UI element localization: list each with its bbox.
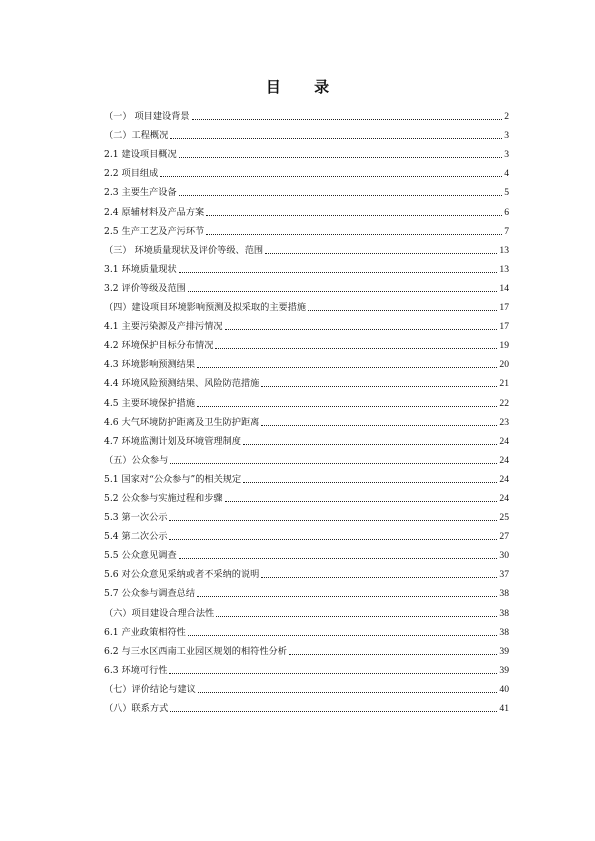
- toc-entry-label: 2.1 建设项目概况: [104, 149, 177, 161]
- toc-entry[interactable]: [104, 658, 509, 677]
- toc-entry[interactable]: [104, 314, 509, 333]
- toc-entry-label: （三） 环境质量现状及评价等级、范围: [104, 244, 264, 256]
- toc-dot-leader: [197, 595, 497, 597]
- toc-entry-page-number: 39: [499, 645, 509, 657]
- toc-entry[interactable]: [104, 276, 509, 295]
- toc-dot-leader: [188, 290, 498, 292]
- toc-entry-page-number: 24: [499, 492, 509, 504]
- toc-entry[interactable]: [104, 562, 509, 581]
- toc-entry-label: 3.1 环境质量现状: [104, 263, 177, 275]
- toc-entry[interactable]: [104, 543, 509, 562]
- toc-entry-label: （五）公众参与: [104, 454, 169, 466]
- toc-entry-label: （八）联系方式: [104, 703, 169, 714]
- toc-dot-leader: [289, 653, 498, 655]
- toc-entry[interactable]: [104, 390, 509, 409]
- toc-entry[interactable]: [104, 410, 509, 429]
- toc-entry[interactable]: [104, 696, 509, 715]
- toc-dot-leader: [170, 137, 502, 139]
- toc-dot-leader: [261, 576, 497, 578]
- toc-entry-page-number: 3: [504, 130, 509, 142]
- toc-entry-label: 2.3 主要生产设备: [104, 187, 177, 199]
- toc-entry[interactable]: [104, 333, 509, 352]
- toc-entry-label: 2.2 项目组成: [104, 168, 159, 180]
- toc-dot-leader: [265, 252, 497, 254]
- toc-dot-leader: [160, 175, 502, 177]
- toc-entry[interactable]: [104, 429, 509, 448]
- toc-entry-label: 3.2 评价等级及范围: [104, 282, 186, 294]
- toc-entry-page-number: 38: [499, 607, 509, 619]
- toc-entry-page-number: 40: [499, 683, 509, 695]
- toc-entry-label: （一） 项目建设背景: [104, 111, 190, 123]
- toc-entry-label: 5.7 公众参与调查总结: [104, 588, 196, 600]
- toc-entry-page-number: 39: [499, 664, 509, 676]
- toc-entry-label: 4.1 主要污染源及产排污情况: [104, 321, 223, 333]
- toc-entry[interactable]: [104, 295, 509, 314]
- toc-entry[interactable]: [104, 467, 509, 486]
- toc-entry-label: 4.5 主要环境保护措施: [104, 397, 196, 409]
- toc-entry-page-number: 24: [499, 473, 509, 485]
- toc-entry-label: 5.6 对公众意见采纳或者不采纳的说明: [104, 569, 260, 581]
- toc-entry-label: （七）评价结论与建议: [104, 683, 196, 695]
- toc-entry[interactable]: [104, 620, 509, 639]
- toc-entry-page-number: 23: [499, 416, 509, 428]
- toc-entry-label: （二）工程概况: [104, 130, 169, 142]
- toc-entry-page-number: 24: [499, 435, 509, 447]
- toc-dot-leader: [169, 672, 497, 674]
- toc-entry-page-number: 38: [499, 588, 509, 600]
- toc-entry[interactable]: [104, 257, 509, 276]
- toc-entry-page-number: 14: [499, 282, 509, 294]
- toc-dot-leader: [179, 194, 503, 196]
- toc-entry-label: 6.2 与三水区西南工业园区规划的相符性分析: [104, 645, 287, 657]
- toc-entry-page-number: 17: [499, 302, 509, 314]
- toc-entry[interactable]: [104, 123, 509, 142]
- toc-entry-page-number: 13: [499, 263, 509, 275]
- toc-entry[interactable]: [104, 448, 509, 467]
- toc-entry-label: 5.1 国家对“公众参与”的相关规定: [104, 473, 242, 485]
- toc-entry-page-number: 21: [499, 378, 509, 390]
- toc-entry-page-number: 3: [504, 149, 509, 161]
- toc-entry-page-number: 5: [504, 187, 509, 199]
- toc-dot-leader: [308, 309, 497, 311]
- toc-entry-page-number: 38: [499, 626, 509, 638]
- toc-entry-label: 4.4 环境风险预测结果、风险防范措施: [104, 378, 260, 390]
- toc-entry-page-number: 6: [504, 206, 509, 218]
- toc-entry-label: （四）建设项目环境影响预测及拟采取的主要措施: [104, 302, 307, 314]
- toc-entry-label: 4.3 环境影响预测结果: [104, 359, 196, 371]
- toc-entry[interactable]: [104, 180, 509, 199]
- toc-entry[interactable]: [104, 581, 509, 600]
- toc-entry[interactable]: [104, 505, 509, 524]
- toc-entry-label: 5.2 公众参与实施过程和步骤: [104, 492, 223, 504]
- toc-entry-page-number: 30: [499, 550, 509, 562]
- toc-dot-leader: [206, 233, 502, 235]
- toc-dot-leader: [179, 271, 498, 273]
- toc-entry-label: 6.1 产业政策相符性: [104, 626, 186, 638]
- toc-dot-leader: [197, 405, 497, 407]
- toc-entry-page-number: 41: [499, 703, 509, 714]
- toc-entry[interactable]: [104, 104, 509, 123]
- toc-entry-page-number: 25: [499, 512, 509, 524]
- toc-entry-label: 4.6 大气环境防护距离及卫生防护距离: [104, 416, 260, 428]
- toc-dot-leader: [197, 366, 497, 368]
- toc-entry-page-number: 4: [504, 168, 509, 180]
- toc-dot-leader: [261, 385, 497, 387]
- toc-entry[interactable]: [104, 238, 509, 257]
- toc-entry[interactable]: [104, 219, 509, 238]
- toc-entry[interactable]: [104, 161, 509, 180]
- toc-dot-leader: [169, 538, 497, 540]
- toc-entry[interactable]: [104, 600, 509, 619]
- toc-entry[interactable]: [104, 524, 509, 543]
- toc-entry-label: 2.4 原辅材料及产品方案: [104, 206, 205, 218]
- toc-entry-page-number: 2: [504, 111, 509, 123]
- toc-list: [104, 104, 509, 715]
- toc-entry-label: 4.7 环境监测计划及环境管理制度: [104, 435, 241, 447]
- toc-dot-leader: [216, 615, 497, 617]
- toc-entry[interactable]: [104, 677, 509, 696]
- toc-entry[interactable]: [104, 352, 509, 371]
- toc-dot-leader: [188, 634, 498, 636]
- toc-dot-leader: [170, 462, 497, 464]
- toc-entry-page-number: 7: [504, 225, 509, 237]
- toc-entry-label: 5.5 公众意见调查: [104, 550, 177, 562]
- toc-dot-leader: [170, 710, 497, 712]
- toc-dot-leader: [192, 118, 503, 120]
- toc-entry-page-number: 19: [499, 340, 509, 352]
- toc-entry-label: 4.2 环境保护目标分布情况: [104, 340, 214, 352]
- toc-dot-leader: [215, 347, 497, 349]
- toc-entry-page-number: 17: [499, 321, 509, 333]
- toc-dot-leader: [169, 519, 497, 521]
- toc-entry-page-number: 13: [499, 244, 509, 256]
- toc-dot-leader: [198, 691, 498, 693]
- toc-entry-label: 2.5 生产工艺及产污环节: [104, 225, 205, 237]
- toc-dot-leader: [206, 214, 502, 216]
- toc-entry-label: 5.4 第二次公示: [104, 531, 168, 543]
- toc-entry[interactable]: [104, 371, 509, 390]
- toc-dot-leader: [261, 424, 497, 426]
- toc-entry-page-number: 37: [499, 569, 509, 581]
- toc-entry-label: 5.3 第一次公示: [104, 512, 168, 524]
- toc-entry[interactable]: [104, 639, 509, 658]
- toc-dot-leader: [243, 443, 497, 445]
- toc-entry[interactable]: [104, 486, 509, 505]
- toc-dot-leader: [225, 500, 498, 502]
- toc-dot-leader: [243, 481, 497, 483]
- toc-dot-leader: [179, 557, 498, 559]
- toc-entry-page-number: 24: [499, 454, 509, 466]
- toc-title: 目 录: [265, 78, 344, 96]
- toc-entry-label: （六）项目建设合理合法性: [104, 607, 215, 619]
- toc-entry-page-number: 20: [499, 359, 509, 371]
- toc-dot-leader: [225, 328, 498, 330]
- toc-entry-page-number: 27: [499, 531, 509, 543]
- toc-entry[interactable]: [104, 199, 509, 218]
- toc-entry-label: 6.3 环境可行性: [104, 664, 168, 676]
- toc-dot-leader: [179, 156, 503, 158]
- toc-entry-page-number: 22: [499, 397, 509, 409]
- toc-entry[interactable]: [104, 142, 509, 161]
